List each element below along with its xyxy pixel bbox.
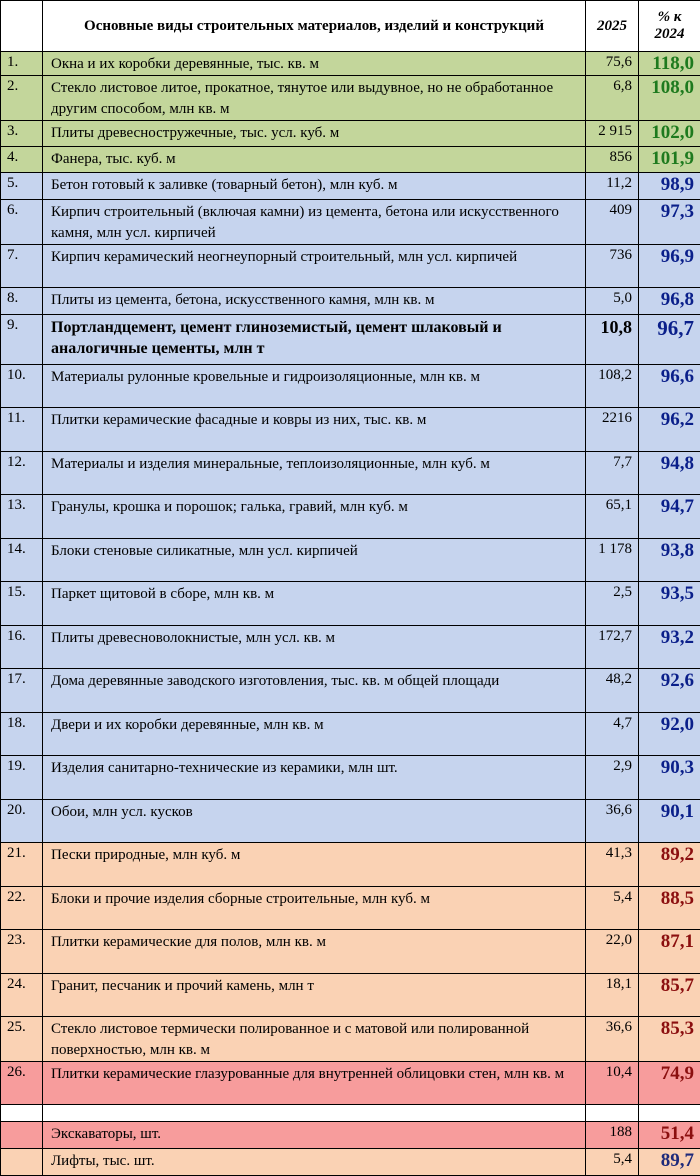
row-percent: 92,0 — [639, 713, 700, 756]
separator-row — [1, 1105, 700, 1122]
row-num: 25. — [1, 1017, 43, 1062]
row-value-2025: 736 — [586, 245, 639, 288]
table-row — [1, 843, 700, 887]
row-value-2025: 5,0 — [586, 288, 639, 315]
separator-cell — [43, 1105, 586, 1122]
table-row — [1, 539, 700, 582]
row-num: 24. — [1, 974, 43, 1017]
row-num: 4. — [1, 147, 43, 173]
table-row — [1, 1062, 700, 1105]
row-percent: 94,8 — [639, 452, 700, 495]
header-year: 2025 — [586, 1, 639, 52]
row-name: Кирпич керамический неогнеупорный строительный, млн усл. кирпичей — [43, 245, 586, 288]
table-row — [1, 200, 700, 245]
row-value-2025: 48,2 — [586, 669, 639, 713]
table-row — [1, 756, 700, 800]
row-num: 3. — [1, 121, 43, 147]
row-num: 7. — [1, 245, 43, 288]
row-num: 17. — [1, 669, 43, 713]
row-name: Пески природные, млн куб. м — [43, 843, 586, 887]
row-value-2025: 18,1 — [586, 974, 639, 1017]
row-value-2025: 5,4 — [586, 1149, 639, 1176]
row-num: 19. — [1, 756, 43, 800]
row-percent: 85,3 — [639, 1017, 700, 1062]
row-percent: 93,8 — [639, 539, 700, 582]
separator-cell — [639, 1105, 700, 1122]
row-name: Кирпич строительный (включая камни) из цемента, бетона или искусственного камня, млн усл. кирпичей — [43, 200, 586, 245]
row-value-2025: 172,7 — [586, 626, 639, 669]
row-percent: 94,7 — [639, 495, 700, 539]
table-row — [1, 626, 700, 669]
row-value-2025: 188 — [586, 1122, 639, 1149]
row-name: Плитки керамические фасадные и ковры из них, тыс. кв. м — [43, 408, 586, 452]
row-value-2025: 108,2 — [586, 365, 639, 408]
table-row — [1, 147, 700, 173]
row-name: Дома деревянные заводского изготовления, тыс. кв. м общей площади — [43, 669, 586, 713]
table-row — [1, 1017, 700, 1062]
row-percent: 90,3 — [639, 756, 700, 800]
table-row — [1, 173, 700, 200]
table-row — [1, 669, 700, 713]
row-value-2025: 41,3 — [586, 843, 639, 887]
row-percent: 101,9 — [639, 147, 700, 173]
row-value-2025: 2,9 — [586, 756, 639, 800]
row-name: Изделия санитарно-технические из керамики, млн шт. — [43, 756, 586, 800]
row-num: 11. — [1, 408, 43, 452]
row-num: 13. — [1, 495, 43, 539]
row-percent: 96,9 — [639, 245, 700, 288]
row-name: Материалы рулонные кровельные и гидроизоляционные, млн кв. м — [43, 365, 586, 408]
row-value-2025: 65,1 — [586, 495, 639, 539]
row-name: Обои, млн усл. кусков — [43, 800, 586, 843]
row-name: Блоки и прочие изделия сборные строительные, млн куб. м — [43, 887, 586, 930]
row-name: Фанера, тыс. куб. м — [43, 147, 586, 173]
header-name: Основные виды строительных материалов, изделий и конструкций — [43, 1, 586, 52]
row-percent: 97,3 — [639, 200, 700, 245]
row-value-2025: 6,8 — [586, 76, 639, 121]
row-name: Лифты, тыс. шт. — [43, 1149, 586, 1176]
row-num: 10. — [1, 365, 43, 408]
row-value-2025: 409 — [586, 200, 639, 245]
row-num: 5. — [1, 173, 43, 200]
row-percent: 85,7 — [639, 974, 700, 1017]
row-num: 14. — [1, 539, 43, 582]
row-num: 23. — [1, 930, 43, 974]
row-percent: 96,7 — [639, 315, 700, 365]
table-row — [1, 582, 700, 626]
table-row — [1, 76, 700, 121]
row-name: Материалы и изделия минеральные, теплоизоляционные, млн куб. м — [43, 452, 586, 495]
row-percent: 96,2 — [639, 408, 700, 452]
table-row — [1, 1122, 700, 1149]
row-name: Портландцемент, цемент глиноземистый, цемент шлаковый и аналогичные цементы, млн т — [43, 315, 586, 365]
table-row — [1, 974, 700, 1017]
row-value-2025: 36,6 — [586, 1017, 639, 1062]
table-row — [1, 495, 700, 539]
header-pct — [639, 1, 700, 52]
row-percent: 89,2 — [639, 843, 700, 887]
row-num: 20. — [1, 800, 43, 843]
table-row — [1, 52, 700, 76]
row-num: 21. — [1, 843, 43, 887]
header-row — [1, 1, 700, 52]
row-value-2025: 2 915 — [586, 121, 639, 147]
row-value-2025: 4,7 — [586, 713, 639, 756]
row-name: Двери и их коробки деревянные, млн кв. м — [43, 713, 586, 756]
row-name: Плиты древесноволокнистые, млн усл. кв. м — [43, 626, 586, 669]
row-percent: 87,1 — [639, 930, 700, 974]
row-percent: 93,2 — [639, 626, 700, 669]
row-percent: 118,0 — [639, 52, 700, 76]
row-value-2025: 856 — [586, 147, 639, 173]
table-row — [1, 288, 700, 315]
row-percent: 89,7 — [639, 1149, 700, 1176]
row-percent: 96,8 — [639, 288, 700, 315]
row-name: Бетон готовый к заливке (товарный бетон), млн куб. м — [43, 173, 586, 200]
row-num: 9. — [1, 315, 43, 365]
row-num: 1. — [1, 52, 43, 76]
row-name: Плиты из цемента, бетона, искусственного камня, млн кв. м — [43, 288, 586, 315]
row-name: Стекло листовое термически полированное и с матовой или полированной поверхностью, млн кв. м — [43, 1017, 586, 1062]
table-row — [1, 452, 700, 495]
row-num: 6. — [1, 200, 43, 245]
row-name: Блоки стеновые силикатные, млн усл. кирпичей — [43, 539, 586, 582]
row-percent: 92,6 — [639, 669, 700, 713]
row-name: Гранит, песчаник и прочий камень, млн т — [43, 974, 586, 1017]
row-percent: 108,0 — [639, 76, 700, 121]
table-row — [1, 887, 700, 930]
row-num: 12. — [1, 452, 43, 495]
header-num-cell — [1, 1, 43, 52]
row-num: 2. — [1, 76, 43, 121]
row-num: 18. — [1, 713, 43, 756]
table-row — [1, 315, 700, 365]
row-value-2025: 75,6 — [586, 52, 639, 76]
row-name: Окна и их коробки деревянные, тыс. кв. м — [43, 52, 586, 76]
row-num: 22. — [1, 887, 43, 930]
row-value-2025: 2,5 — [586, 582, 639, 626]
row-value-2025: 7,7 — [586, 452, 639, 495]
row-num — [1, 1149, 43, 1176]
row-percent: 74,9 — [639, 1062, 700, 1105]
table-row — [1, 408, 700, 452]
row-value-2025: 2216 — [586, 408, 639, 452]
row-percent: 90,1 — [639, 800, 700, 843]
table-row — [1, 930, 700, 974]
row-value-2025: 10,8 — [586, 315, 639, 365]
row-percent: 93,5 — [639, 582, 700, 626]
row-name: Гранулы, крошка и порошок; галька, гравий, млн куб. м — [43, 495, 586, 539]
row-percent: 51,4 — [639, 1122, 700, 1149]
row-value-2025: 11,2 — [586, 173, 639, 200]
table-row — [1, 245, 700, 288]
row-value-2025: 10,4 — [586, 1062, 639, 1105]
row-percent: 102,0 — [639, 121, 700, 147]
row-name: Плитки керамические для полов, млн кв. м — [43, 930, 586, 974]
row-percent: 98,9 — [639, 173, 700, 200]
row-num: 15. — [1, 582, 43, 626]
row-value-2025: 5,4 — [586, 887, 639, 930]
row-value-2025: 1 178 — [586, 539, 639, 582]
row-name: Плитки керамические глазурованные для внутренней облицовки стен, млн кв. м — [43, 1062, 586, 1105]
row-name: Экскаваторы, шт. — [43, 1122, 586, 1149]
row-percent: 96,6 — [639, 365, 700, 408]
row-value-2025: 22,0 — [586, 930, 639, 974]
row-num: 16. — [1, 626, 43, 669]
separator-cell — [586, 1105, 639, 1122]
header-pct-line2: 2024 — [654, 26, 685, 42]
table-row — [1, 713, 700, 756]
row-num — [1, 1122, 43, 1149]
row-name: Стекло листовое литое, прокатное, тянутое или выдувное, но не обработанное другим способом, млн кв. м — [43, 76, 586, 121]
header-pct-line1: % к — [657, 9, 682, 25]
row-percent: 88,5 — [639, 887, 700, 930]
row-name: Плиты древесностружечные, тыс. усл. куб. м — [43, 121, 586, 147]
row-num: 8. — [1, 288, 43, 315]
table-row — [1, 365, 700, 408]
table-row — [1, 1149, 700, 1176]
table-row — [1, 121, 700, 147]
row-name: Паркет щитовой в сборе, млн кв. м — [43, 582, 586, 626]
row-num: 26. — [1, 1062, 43, 1105]
row-value-2025: 36,6 — [586, 800, 639, 843]
table-row — [1, 800, 700, 843]
separator-cell — [1, 1105, 43, 1122]
